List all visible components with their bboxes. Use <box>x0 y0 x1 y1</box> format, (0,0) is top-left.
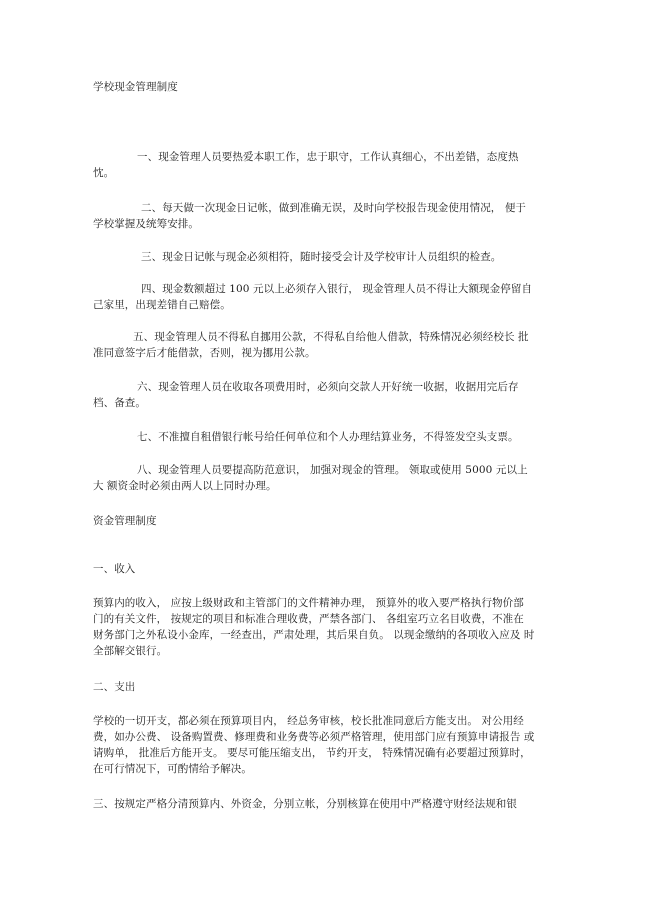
expense-line-4: 在可行情况下，可酌情给予解决。 <box>93 763 252 775</box>
income-line-2: 门的有关文件， 按规定的项目和标准合理收费，严禁各部门、 各组室巧立名目收费，不准在 <box>93 613 524 625</box>
income-heading: 一、收入 <box>93 563 136 575</box>
rule-8-line-2: 大 额资金时必须由两人以上同时办理。 <box>93 480 277 492</box>
rule-8-line-1: 八、现金管理人员要提高防范意识， 加强对现金的管理。 领取或使用 5000 元以上 <box>137 464 528 476</box>
income-line-4: 全部解交银行。 <box>93 645 168 657</box>
rule-7-line-1: 七、不准擅自租借银行帐号给任何单位和个人办理结算业务，不得签发空头支票。 <box>137 431 519 443</box>
page-title: 学校现金管理制度 <box>93 81 178 93</box>
expense-heading: 二、支出 <box>93 681 136 693</box>
income-line-3: 财务部门之外私设小金库，一经查出，严肃处理，其后果自负。 以现金缴纳的各项收入应及 时 <box>93 629 535 641</box>
section-title-fund-management: 资金管理制度 <box>93 515 157 527</box>
income-line-1: 预算内的收入， 应按上级财政和主管部门的文件精神办理， 预算外的收入要严格执行物价部 <box>93 597 524 609</box>
rule-5-line-2: 准同意签字后才能借款，否则，视为挪用公款。 <box>93 347 316 359</box>
rule-6-line-1: 六、现金管理人员在收取各项费用时，必须向交款人开好统一收据，收据用完后存 <box>137 381 519 393</box>
rule-4-line-1: 四、现金数额超过 100 元以上必须存入银行， 现金管理人员不得让大额现金停留自 <box>141 283 533 295</box>
expense-line-3: 请购单， 批准后方能开支。 要尽可能压缩支出， 节约开支， 特殊情况确有必要超过预算时， <box>93 747 531 759</box>
rule-2-line-2: 学校掌握及统筹安排。 <box>93 218 199 230</box>
expense-line-2: 费，如办公费、 设备购置费、修理费和业务费等必须严格管理，使用部门应有预算申请报告 或 <box>93 731 535 743</box>
item-3-line-1: 三、按规定严格分清预算内、外资金，分别立帐，分别核算在使用中严格遵守财经法规和银 <box>93 798 517 810</box>
rule-2-line-1: 二、每天做一次现金日记帐，做到准确无误，及时向学校报告现金使用情况， 便于 <box>141 202 527 214</box>
rule-1-line-1: 一、现金管理人员要热爱本职工作，忠于职守，工作认真细心，不出差错，态度热 <box>137 151 519 163</box>
rule-3-line-1: 三、现金日记帐与现金必须相符，随时接受会计及学校审计人员组织的检查。 <box>141 251 502 263</box>
rule-4-line-2: 己家里，出现差错自己赔偿。 <box>93 299 231 311</box>
rule-1-line-2: 忱。 <box>93 167 115 179</box>
rule-5-line-1: 五、现金管理人员不得私自挪用公款，不得私自给他人借款，特殊情况必须经校长 批 <box>133 331 529 343</box>
expense-line-1: 学校的一切开支，都必须在预算项目内， 经总务审核，校长批准同意后方能支出。 对公用经 <box>93 715 524 727</box>
rule-6-line-2: 档、备查。 <box>93 397 146 409</box>
